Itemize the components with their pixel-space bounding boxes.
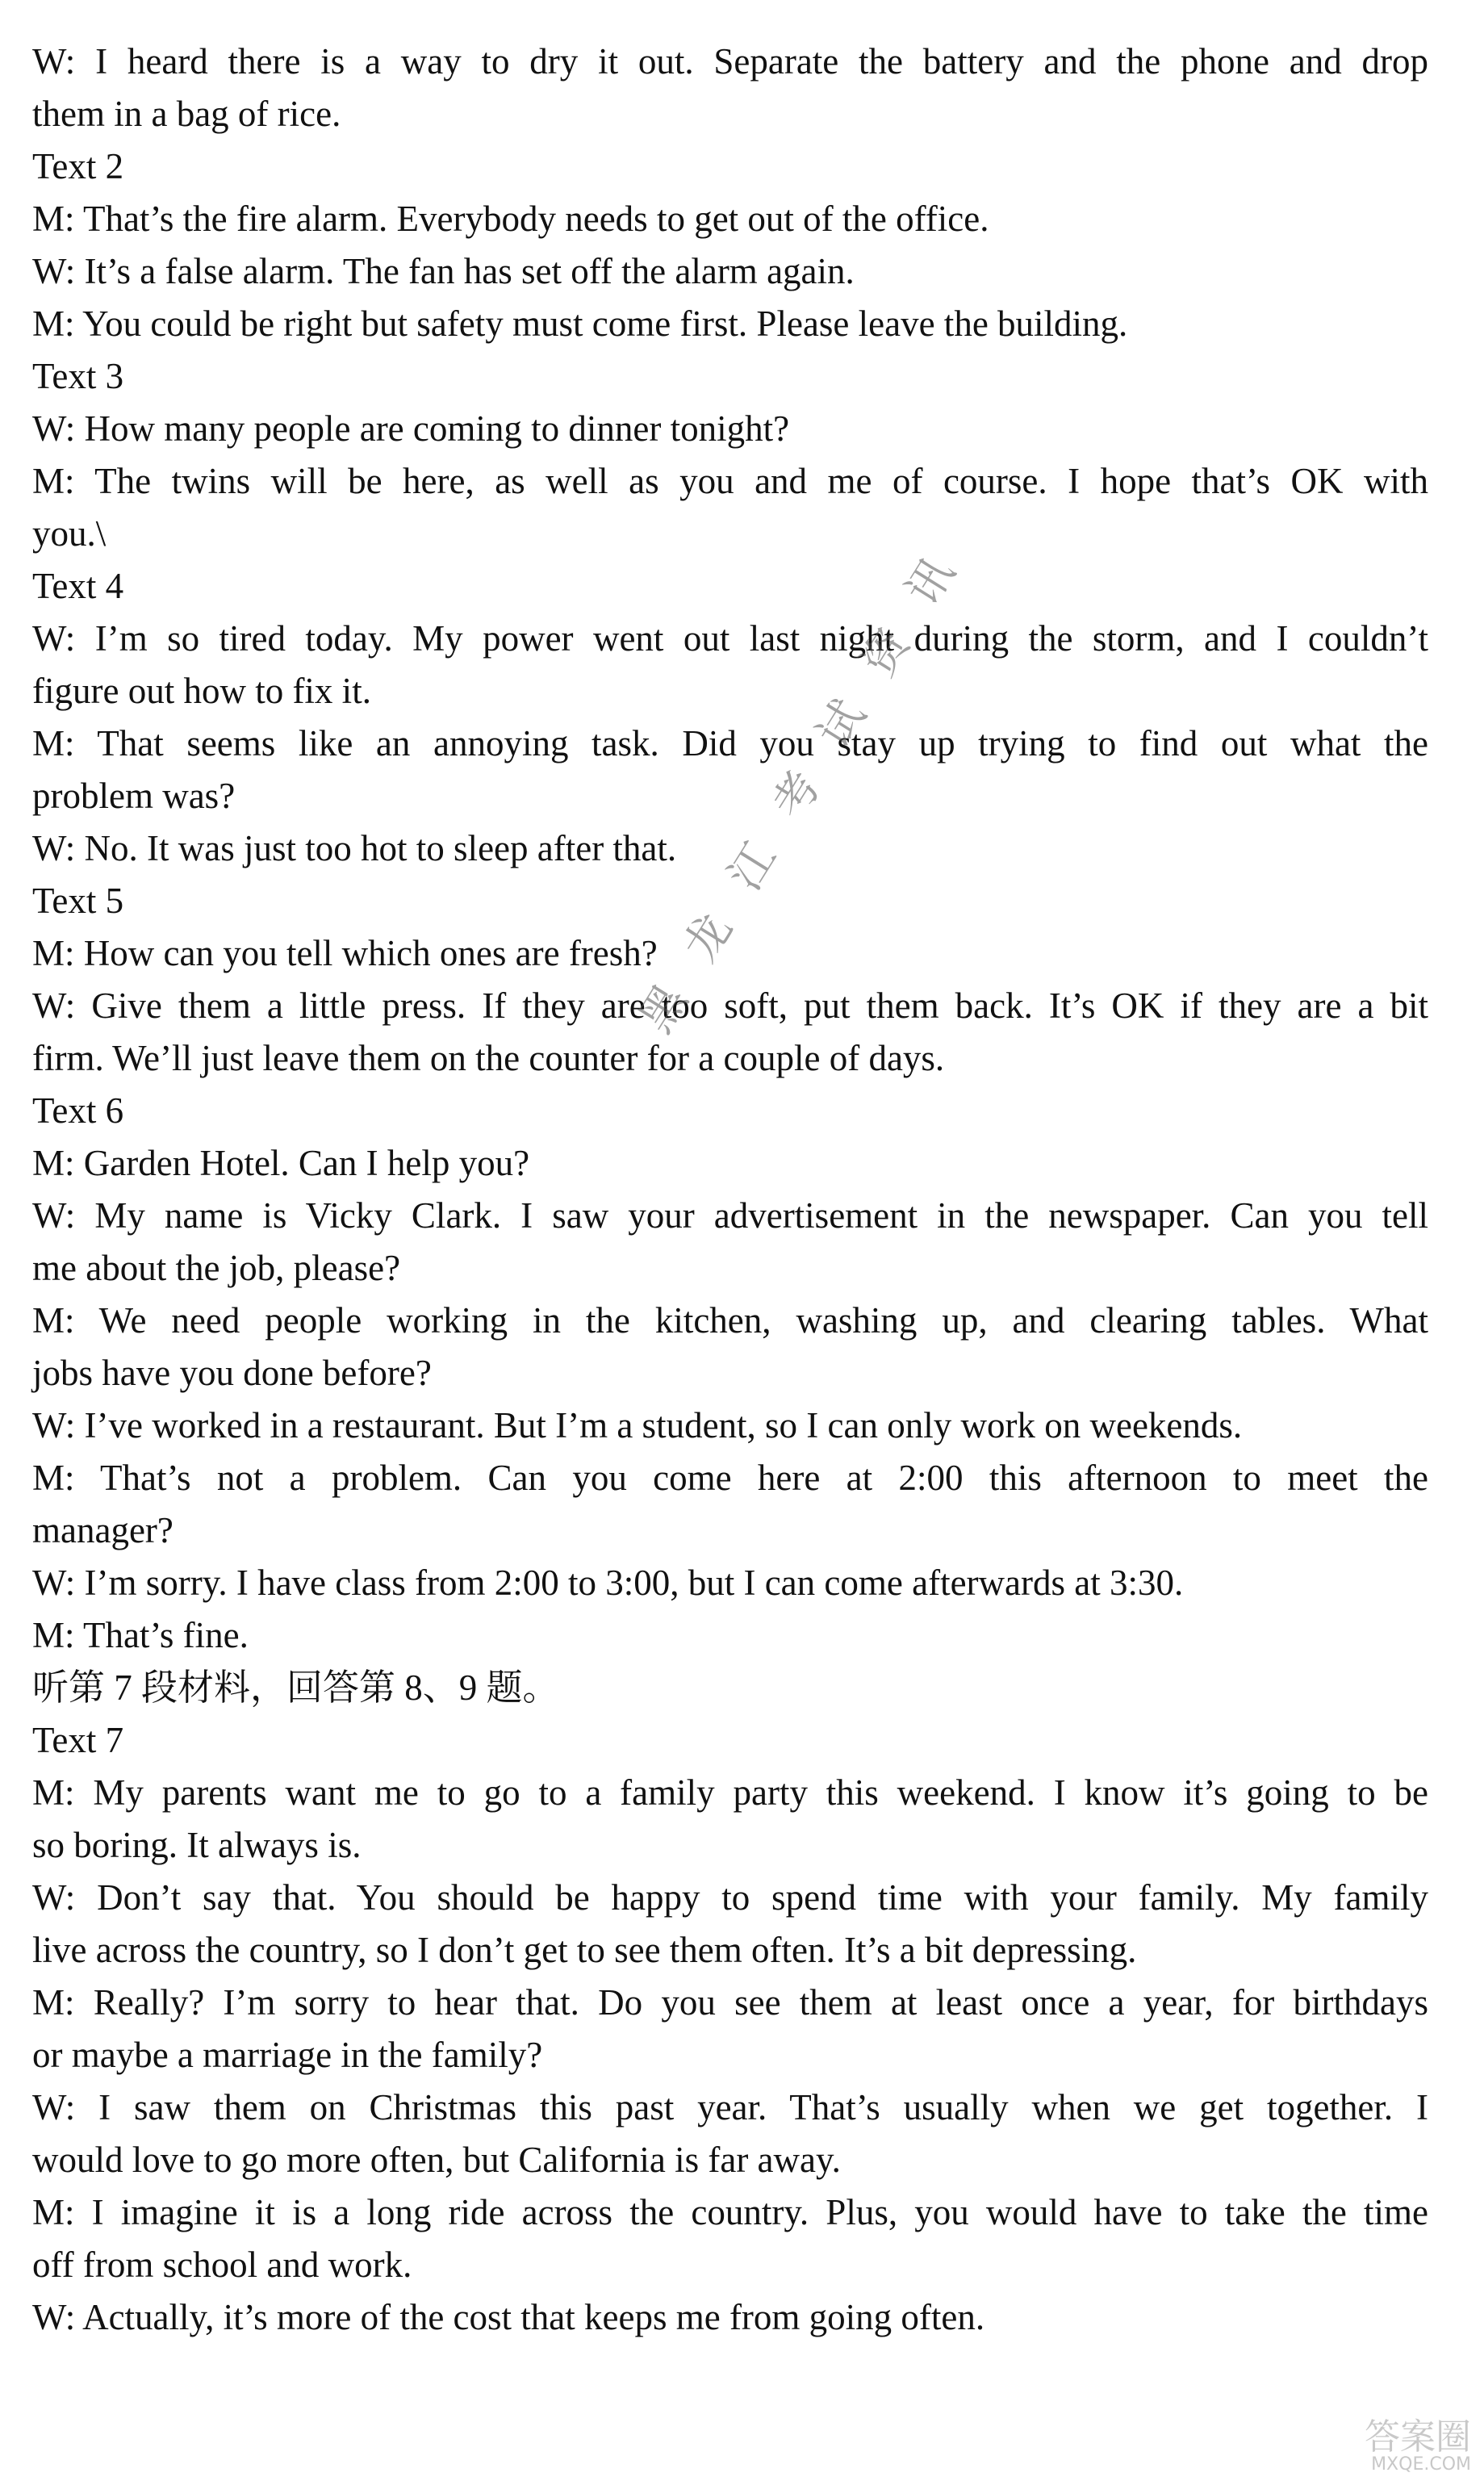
transcript-line: M: Really? I’m sorry to hear that. Do you see them at least once a year, for birthdays	[32, 1982, 1428, 2023]
transcript-page	[32, 36, 1428, 2344]
transcript-line: problem was?	[32, 776, 236, 816]
transcript-line: M: You could be right but safety must come first. Please leave the building.	[32, 303, 1128, 344]
watermark: 黑龙江考试资讯	[629, 515, 986, 1042]
section-heading: Text 2	[32, 146, 124, 186]
transcript-line: W: I’m so tired today. My power went out last night during the storm, and I couldn’t	[32, 618, 1428, 659]
transcript-line: W: I saw them on Christmas this past year. That’s usually when we get together. I	[32, 2087, 1428, 2127]
transcript-line: M: We need people working in the kitchen, washing up, and clearing tables. What	[32, 1300, 1428, 1341]
transcript-line: M: That seems like an annoying task. Did you stay up trying to find out what the	[32, 723, 1428, 764]
corner-logo	[1365, 2416, 1471, 2475]
transcript-line: W: It’s a false alarm. The fan has set off the alarm again.	[32, 251, 855, 291]
transcript-line: firm. We’ll just leave them on the counter for a couple of days.	[32, 1038, 945, 1078]
transcript-line: jobs have you done before?	[32, 1353, 432, 1393]
transcript-line: M: Garden Hotel. Can I help you?	[32, 1143, 530, 1183]
corner-logo-sub: MXQE.COM	[1371, 2454, 1471, 2475]
transcript-line: W: Give them a little press. If they are too soft, put them back. It’s OK if they are a bit	[32, 985, 1428, 1026]
transcript-line: you.\	[32, 513, 107, 554]
transcript-line: so boring. It always is.	[32, 1825, 362, 1865]
transcript-line: W: How many people are coming to dinner tonight?	[32, 408, 790, 449]
transcript-line: W: I heard there is a way to dry it out. Separate the battery and the phone and drop	[32, 41, 1428, 82]
transcript-line: them in a bag of rice.	[32, 94, 341, 134]
transcript-line: M: My parents want me to go to a family party this weekend. I know it’s going to be	[32, 1772, 1428, 1813]
transcript-line: W: I’ve worked in a restaurant. But I’m a student, so I can only work on weekends.	[32, 1405, 1243, 1446]
transcript-line: M: That’s the fire alarm. Everybody needs to get out of the office.	[32, 199, 989, 239]
transcript-line: me about the job, please?	[32, 1248, 401, 1288]
section-heading: Text 6	[32, 1090, 124, 1131]
transcript-line: W: I’m sorry. I have class from 2:00 to 3:00, but I can come afterwards at 3:30.	[32, 1563, 1184, 1603]
transcript-line: or maybe a marriage in the family?	[32, 2035, 543, 2075]
section-heading: Text 4	[32, 566, 124, 606]
transcript-line: figure out how to fix it.	[32, 671, 371, 711]
transcript-line: 听第 7 段材料，回答第 8、9 题。	[32, 1667, 559, 1708]
transcript-line: W: No. It was just too hot to sleep after that.	[32, 828, 677, 868]
transcript-line: M: How can you tell which ones are fresh?	[32, 933, 658, 973]
transcript-line: M: The twins will be here, as well as you and me of course. I hope that’s OK with	[32, 461, 1428, 501]
transcript-line: live across the country, so I don’t get to see them often. It’s a bit depressing.	[32, 1930, 1137, 1970]
transcript-line: W: Actually, it’s more of the cost that keeps me from going often.	[32, 2297, 985, 2337]
transcript-line: M: That’s not a problem. Can you come here at 2:00 this afternoon to meet the	[32, 1458, 1428, 1498]
section-heading: Text 5	[32, 881, 124, 921]
corner-logo-main: 答案圈	[1365, 2416, 1471, 2458]
transcript-line: would love to go more often, but California is far away.	[32, 2140, 841, 2180]
section-heading: Text 7	[32, 1720, 124, 1760]
transcript-line: M: That’s fine.	[32, 1615, 249, 1655]
transcript-line: off from school and work.	[32, 2245, 412, 2285]
transcript-line: W: Don’t say that. You should be happy to spend time with your family. My family	[32, 1877, 1428, 1918]
transcript-line: manager?	[32, 1510, 173, 1550]
transcript-line: W: My name is Vicky Clark. I saw your advertisement in the newspaper. Can you tell	[32, 1195, 1428, 1236]
section-heading: Text 3	[32, 356, 124, 396]
transcript-line: M: I imagine it is a long ride across the country. Plus, you would have to take the time	[32, 2192, 1428, 2232]
